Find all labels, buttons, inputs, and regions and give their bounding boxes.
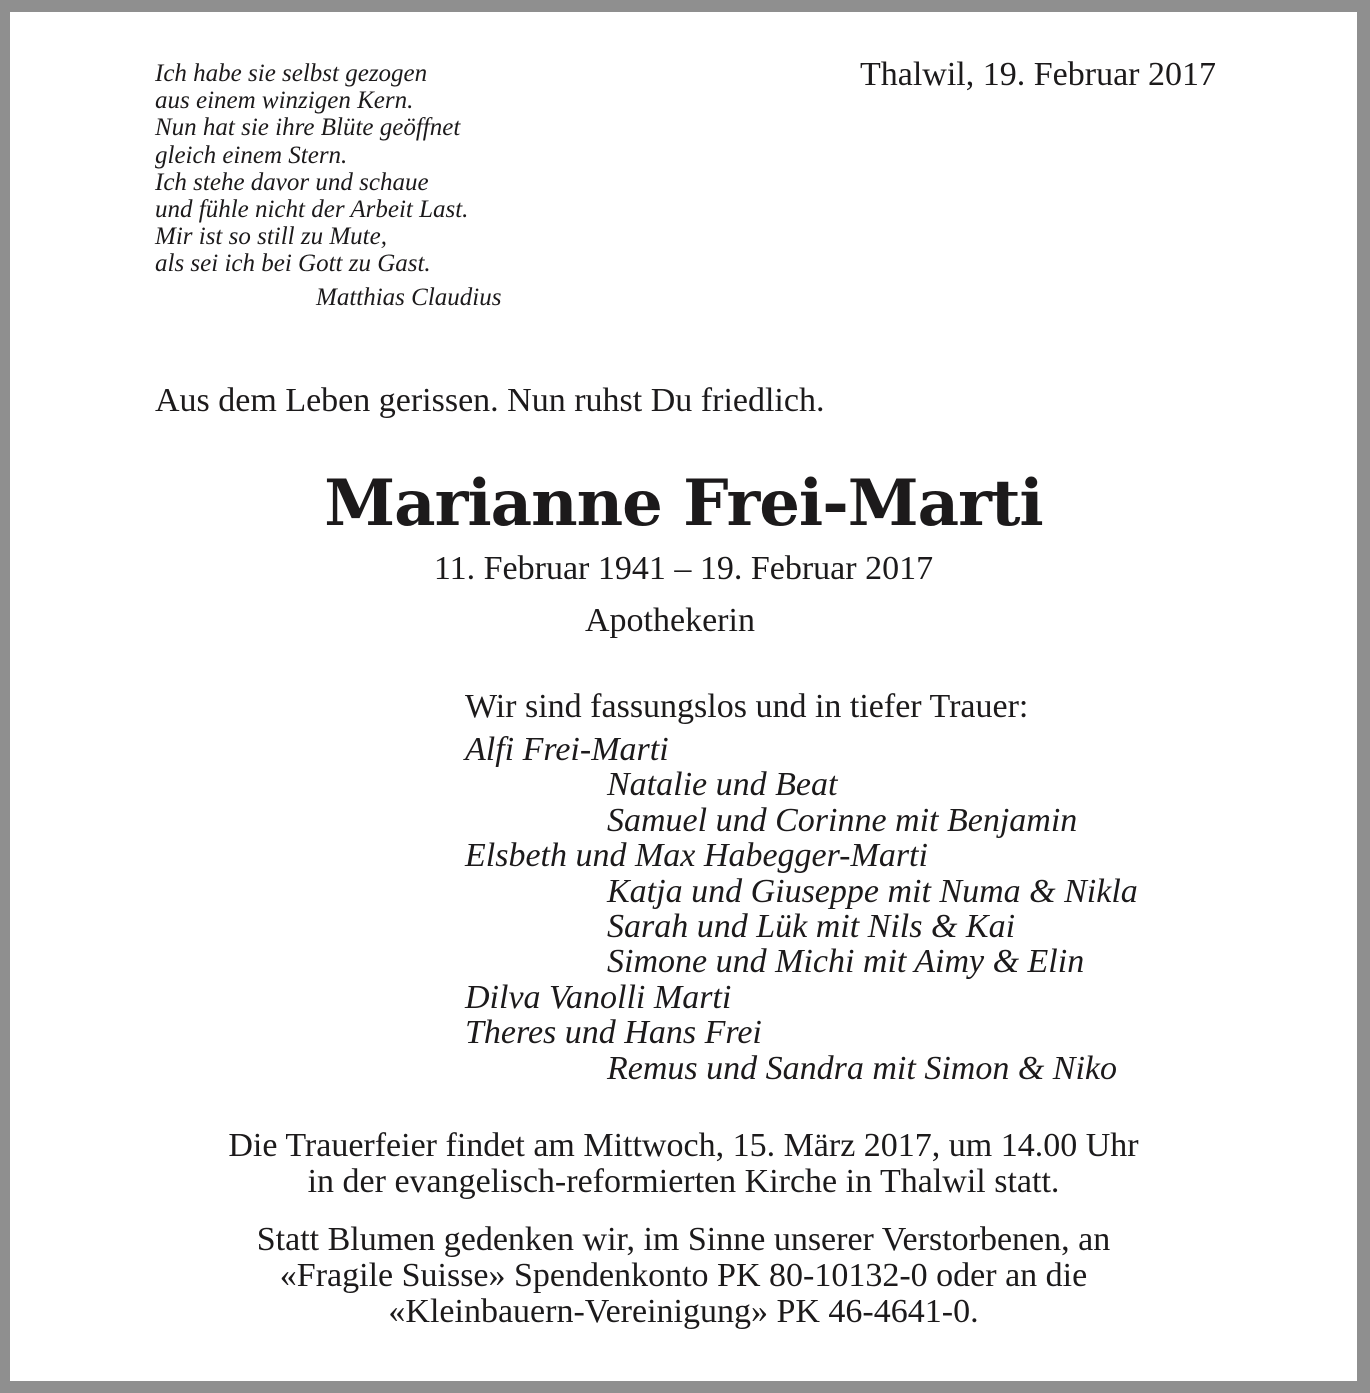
intro-line: Aus dem Leben gerissen. Nun ruhst Du friedlich. <box>155 382 825 419</box>
mourner-entry: Theres und Hans Frei <box>465 1014 762 1052</box>
profession: Apothekerin <box>585 602 755 639</box>
mourner-entry: Remus und Sandra mit Simon & Niko <box>607 1049 1117 1087</box>
mourners-list <box>465 732 1138 1086</box>
poem-line: als sei ich bei Gott zu Gast. <box>155 250 431 278</box>
mourner-entry: Dilva Vanolli Marti <box>465 978 732 1016</box>
donation-notice <box>10 1222 1357 1330</box>
ceremony-line: in der evangelisch-reformierten Kirche in Thalwil statt. <box>307 1163 1060 1200</box>
mourner-entry: Sarah und Lük mit Nils & Kai <box>607 908 1016 946</box>
mourner-entry: Alfi Frei-Marti <box>465 731 669 768</box>
poem-line: aus einem winzigen Kern. <box>155 87 414 115</box>
mourner-entry: Simone und Michi mit Aimy & Elin <box>607 943 1085 981</box>
poem-line: Mir ist so still zu Mute, <box>155 223 387 251</box>
poem <box>155 60 468 278</box>
mourner-entry: Natalie und Beat <box>607 766 838 804</box>
life-dates: 11. Februar 1941 – 19. Februar 2017 <box>433 550 934 587</box>
deceased-name: Marianne Frei-Marti <box>324 466 1043 541</box>
ceremony-line: Die Trauerfeier findet am Mittwoch, 15. März 2017, um 14.00 Uhr <box>228 1127 1139 1164</box>
donation-line: «Fragile Suisse» Spendenkonto PK 80-10132-0 oder an die <box>279 1257 1088 1294</box>
poem-line: Ich habe sie selbst gezogen <box>155 60 428 87</box>
place-date: Thalwil, 19. Februar 2017 <box>860 56 1216 93</box>
poem-line: Ich stehe davor und schaue <box>155 168 429 196</box>
mourner-entry: Katja und Giuseppe mit Numa & Nikla <box>607 872 1138 910</box>
poem-author: Matthias Claudius <box>316 284 502 311</box>
ceremony-notice <box>10 1128 1357 1200</box>
poem-line: und fühle nicht der Arbeit Last. <box>155 196 469 224</box>
donation-line: «Kleinbauern-Vereinigung» PK 46-4641-0. <box>388 1293 979 1330</box>
mourner-entry: Elsbeth und Max Habegger-Marti <box>465 837 928 875</box>
poem-line: gleich einem Stern. <box>155 141 348 169</box>
mourner-entry: Samuel und Corinne mit Benjamin <box>607 801 1078 839</box>
mourners-heading: Wir sind fassungslos und in tiefer Trauer: <box>465 688 1029 725</box>
poem-line: Nun hat sie ihre Blüte geöffnet <box>155 114 461 142</box>
donation-line: Statt Blumen gedenken wir, im Sinne unserer Verstorbenen, an <box>256 1221 1111 1258</box>
obituary-page <box>10 12 1357 1381</box>
